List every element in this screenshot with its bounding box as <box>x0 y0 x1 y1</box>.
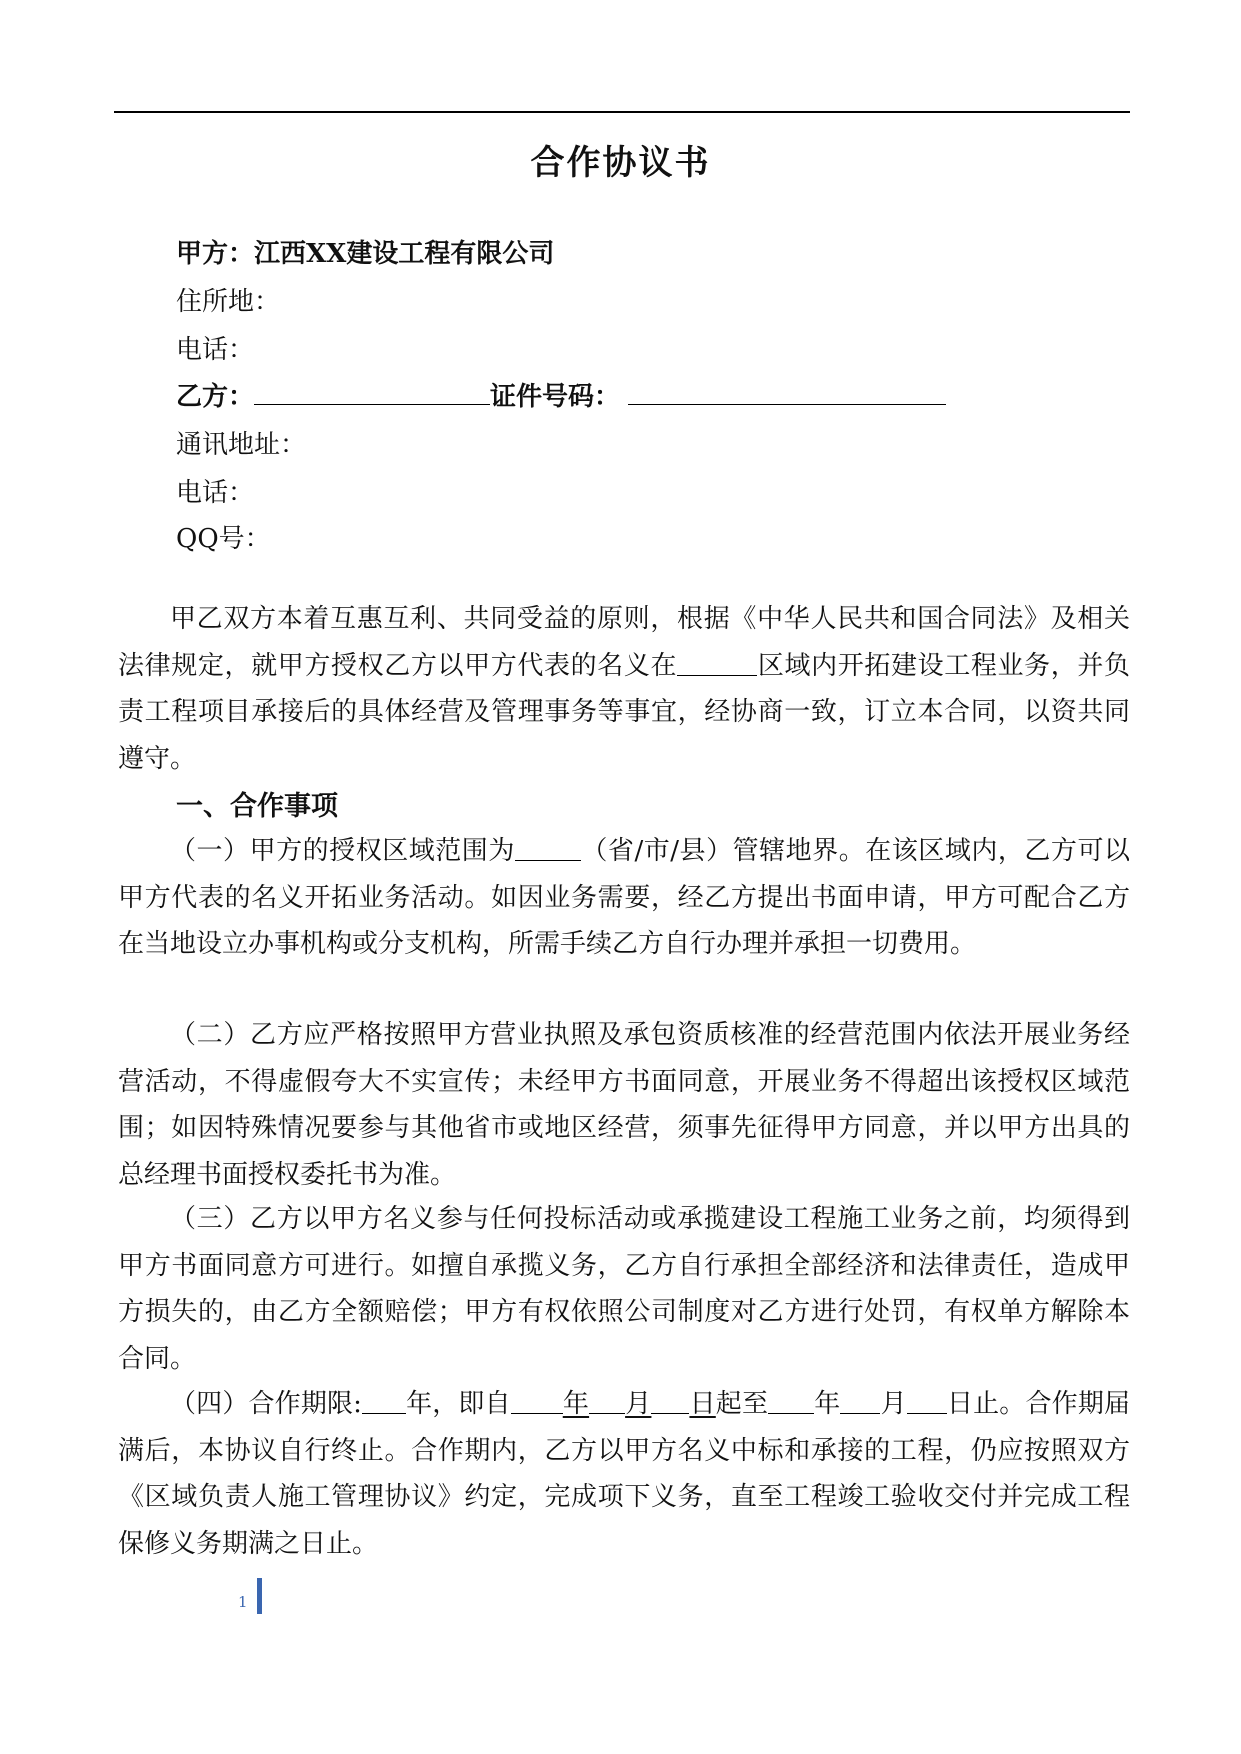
party-b-name-blank[interactable] <box>254 378 490 405</box>
party-b-phone: 电话： <box>176 478 255 508</box>
term-years-blank[interactable] <box>362 1389 406 1414</box>
start-year-label: 年 <box>562 1389 590 1419</box>
id-number-label: 证件号码： <box>490 382 621 412</box>
intro-paragraph <box>118 596 1130 782</box>
party-b-qq: QQ号： <box>176 524 271 554</box>
start-year-blank[interactable] <box>511 1389 563 1414</box>
clause-4 <box>118 1381 1130 1567</box>
clause-1-text-b: （省/市/县）管辖地界。在该区域内，乙方可以甲方代表的名义开拓业务活动。如因业务需要，经乙方提出书面申请，甲方可配合乙方在当地设立办事机构或分支机构，所需手续乙方自行办理并承担一切费用。 <box>118 836 1130 959</box>
term-to-label: 起至 <box>715 1389 769 1419</box>
party-b-line <box>176 376 946 413</box>
start-month-blank[interactable] <box>589 1389 625 1414</box>
start-month-label: 月 <box>625 1389 652 1419</box>
party-b-address: 通讯地址： <box>176 430 307 460</box>
party-a-address: 住所地： <box>176 287 281 317</box>
intro-text-b: 区域内开拓建设工程业务，并负责工程项目承接后的具体经营及管理事务等事宜，经协商一致，订立本合同，以资共同遵守。 <box>118 650 1130 774</box>
document-title: 合作协议书 <box>530 143 711 183</box>
party-b-label: 乙方： <box>176 382 255 412</box>
end-year-blank[interactable] <box>768 1389 814 1414</box>
header-rule <box>114 111 1130 113</box>
start-day-blank[interactable] <box>651 1389 689 1414</box>
party-a-line: 甲方：江西XX建设工程有限公司 <box>176 239 555 269</box>
term-from-label: 年，即自 <box>405 1389 511 1419</box>
page-number: 1 <box>238 1593 248 1611</box>
clause-2 <box>118 1012 1130 1198</box>
id-number-blank[interactable] <box>628 378 946 405</box>
authorized-region-blank[interactable] <box>515 836 581 861</box>
start-day-label: 日 <box>689 1389 716 1419</box>
end-year-label: 年 <box>814 1389 841 1419</box>
party-a-phone: 电话： <box>176 335 255 365</box>
term-label: （四）合作期限: <box>170 1389 362 1419</box>
clause-3 <box>118 1196 1130 1382</box>
end-month-blank[interactable] <box>840 1389 880 1414</box>
end-day-label: 日止。 <box>946 1389 1026 1419</box>
clause-4-rest: 合作期届满后，本协议自行终止。合作期内，乙方以甲方名义中标和承接的工程，仍应按照双方《区域负责人施工管理协议》约定，完成项下义务，直至工程竣工验收交付并完成工程保修义务期满之日止。 <box>118 1389 1130 1559</box>
region-blank[interactable] <box>677 651 757 676</box>
clause-3-text: （三）乙方以甲方名义参与任何投标活动或承揽建设工程施工业务之前，均须得到甲方书面同意方可进行。如擅自承揽义务，乙方自行承担全部经济和法律责任，造成甲方损失的，由乙方全额赔偿；甲方有权依照公司制度对乙方进行处罚，有权单方解除本合同。 <box>118 1204 1130 1374</box>
end-day-blank[interactable] <box>907 1389 947 1414</box>
clause-2-text: （二）乙方应严格按照甲方营业执照及承包资质核准的经营范围内依法开展业务经营活动，不得虚假夸大不实宣传；未经甲方书面同意，开展业务不得超出该授权区域范围；如因特殊情况要参与其他省市或地区经营，须事先征得甲方同意，并以甲方出具的总经理书面授权委托书为准。 <box>118 1020 1130 1190</box>
page-number-bar <box>257 1578 262 1614</box>
clause-1-text-a: （一）甲方的授权区域范围为 <box>170 836 515 866</box>
section-1-heading: 一、合作事项 <box>176 791 338 822</box>
clause-1 <box>118 828 1130 968</box>
intro-text-a: 甲乙双方本着互惠互利、共同受益的原则，根据《中华人民共和国合同法》及相关法律规定，就甲方授权乙方以甲方代表的名义在 <box>118 604 1130 681</box>
end-month-label: 月 <box>880 1389 907 1419</box>
